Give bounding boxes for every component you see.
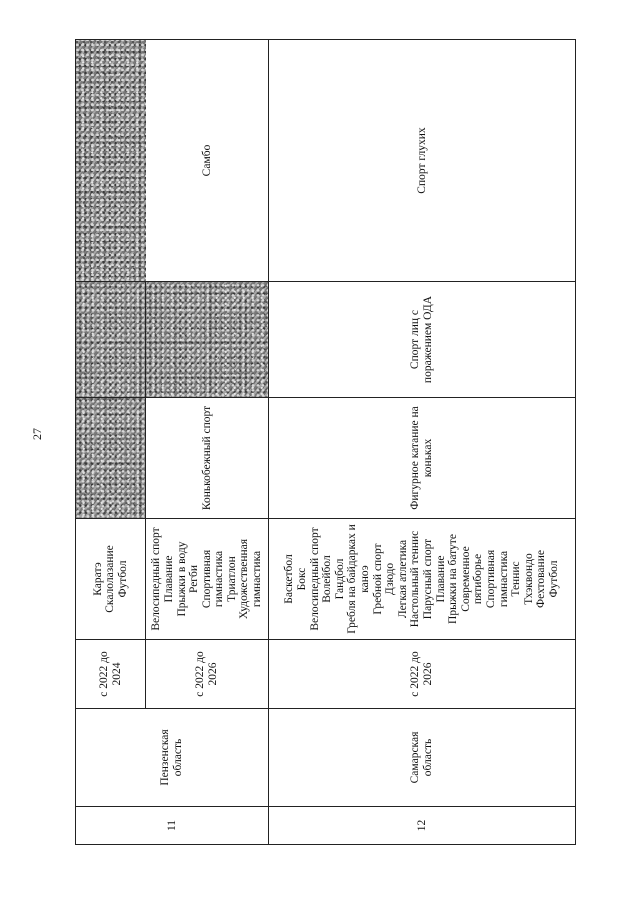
row-12-number: 12 — [269, 807, 576, 845]
row-11-oda-top-redacted — [76, 282, 146, 398]
row-11-deaf: Самбо — [200, 144, 213, 177]
row-12-deaf: Спорт глухих — [269, 40, 576, 282]
row-11-deaf-wrap — [76, 40, 268, 281]
row-12-winter: Фигурное катание на коньках — [269, 398, 576, 519]
row-11-winter: Конькобежный спорт — [146, 398, 269, 519]
row-12-region: Самарская область — [269, 709, 576, 807]
row-11-winter-top-redacted — [76, 398, 146, 519]
row-11-number: 11 — [76, 807, 269, 845]
row-12-sports: Баскетбол Бокс Велосипедный спорт Волейбол Гандбол Гребля на байдарках и каноэ Гребной спорт Дзюдо Легкая атлетика Настольный теннис Парусный спорт Плавание Прыжки на батуте Современное пятиборье Спортивная гимнастика Теннис Тхэквондо Фехтование Футбол — [269, 519, 576, 640]
row-11-sports-bottom: Велосипедный спорт Плавание Прыжки в воду Регби Спортивная гимнастика Триатлон Художественная гимнастика — [146, 519, 269, 640]
row-11-deaf-redacted — [76, 40, 146, 281]
page-number: 27 — [30, 428, 44, 440]
sports-table — [75, 39, 576, 845]
row-12-period: с 2022 до 2026 — [269, 640, 576, 709]
row-12-oda: Спорт лиц с поражением ОДА — [269, 282, 576, 398]
row-11-period-1: с 2022 до 2024 — [76, 640, 146, 709]
rotated-table-area — [75, 40, 575, 845]
row-11-period-2: с 2022 до 2026 — [146, 640, 269, 709]
row-11-region: Пензенская область — [76, 709, 269, 807]
row-11-sports-top: Каратэ Скалолазание Футбол — [76, 519, 146, 640]
row-11-oda-redacted — [146, 282, 269, 398]
row-11-deaf-top-redacted — [76, 40, 269, 282]
